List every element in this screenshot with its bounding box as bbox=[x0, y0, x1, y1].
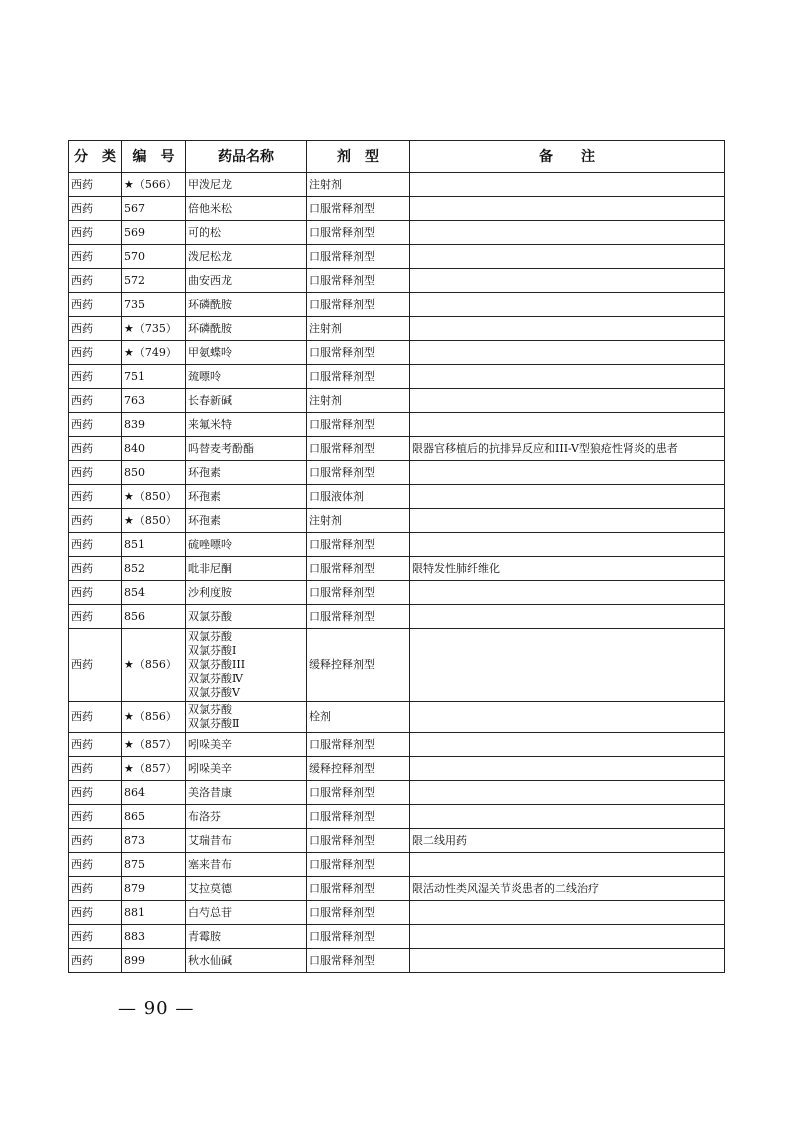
drug-name-cell bbox=[186, 781, 307, 805]
number-cell: 839 bbox=[122, 413, 186, 437]
number-cell: 572 bbox=[122, 269, 186, 293]
drug-name: 吡非尼酮 bbox=[188, 561, 232, 575]
remark-cell bbox=[410, 245, 725, 269]
remark-cell bbox=[410, 197, 725, 221]
table-row bbox=[69, 317, 725, 341]
drug-name: 甲氨蝶呤 bbox=[188, 345, 232, 359]
remark-cell: 限二线用药 bbox=[410, 829, 725, 853]
number-cell: ★（857） bbox=[122, 733, 186, 757]
dosage-form-cell: 注射剂 bbox=[307, 389, 410, 413]
table-row bbox=[69, 509, 725, 533]
dosage-form-cell: 口服常释剂型 bbox=[307, 413, 410, 437]
drug-name: 环孢素 bbox=[188, 489, 221, 503]
table-row bbox=[69, 901, 725, 925]
dosage-form-cell: 口服常释剂型 bbox=[307, 557, 410, 581]
dosage-form-cell: 口服常释剂型 bbox=[307, 877, 410, 901]
remark-cell bbox=[410, 389, 725, 413]
category-cell: 西药 bbox=[69, 605, 122, 629]
category-cell: 西药 bbox=[69, 949, 122, 973]
category-cell: 西药 bbox=[69, 509, 122, 533]
remark-cell bbox=[410, 317, 725, 341]
remark-cell bbox=[410, 485, 725, 509]
drug-name-cell bbox=[186, 805, 307, 829]
drug-name: 长春新碱 bbox=[188, 393, 232, 407]
drug-name: 青霉胺 bbox=[188, 929, 221, 943]
table-row bbox=[69, 877, 725, 901]
number-cell: 840 bbox=[122, 437, 186, 461]
category-cell: 西药 bbox=[69, 173, 122, 197]
drug-name: 美洛昔康 bbox=[188, 785, 232, 799]
header-category: 分 类 bbox=[69, 141, 122, 173]
drug-name-cell bbox=[186, 461, 307, 485]
drug-name: 来氟米特 bbox=[188, 417, 232, 431]
drug-name: 泼尼松龙 bbox=[188, 249, 232, 263]
category-cell: 西药 bbox=[69, 925, 122, 949]
remark-cell bbox=[410, 901, 725, 925]
drug-name: 双氯芬酸III bbox=[188, 658, 246, 671]
category-cell: 西药 bbox=[69, 293, 122, 317]
drug-name: 艾瑞昔布 bbox=[188, 833, 232, 847]
drug-name-cell bbox=[186, 901, 307, 925]
remark-cell bbox=[410, 293, 725, 317]
drug-name: 双氯芬酸 bbox=[188, 630, 232, 643]
drug-name-cell bbox=[186, 925, 307, 949]
category-cell: 西药 bbox=[69, 485, 122, 509]
dosage-form-cell: 口服常释剂型 bbox=[307, 949, 410, 973]
drug-name-cell bbox=[186, 853, 307, 877]
number-cell: 856 bbox=[122, 605, 186, 629]
drug-name: 双氯芬酸Ⅱ bbox=[188, 717, 240, 730]
category-cell: 西药 bbox=[69, 389, 122, 413]
table-row bbox=[69, 605, 725, 629]
category-cell: 西药 bbox=[69, 629, 122, 702]
remark-cell bbox=[410, 365, 725, 389]
number-cell: 854 bbox=[122, 581, 186, 605]
dosage-form-cell: 注射剂 bbox=[307, 317, 410, 341]
table-row bbox=[69, 413, 725, 437]
number-cell: ★（856） bbox=[122, 702, 186, 733]
header-dosage-form: 剂 型 bbox=[307, 141, 410, 173]
drug-name-cell bbox=[186, 173, 307, 197]
drug-name-cell bbox=[186, 757, 307, 781]
category-cell: 西药 bbox=[69, 269, 122, 293]
category-cell: 西药 bbox=[69, 581, 122, 605]
dosage-form-cell: 口服常释剂型 bbox=[307, 245, 410, 269]
category-cell: 西药 bbox=[69, 365, 122, 389]
category-cell: 西药 bbox=[69, 829, 122, 853]
table-row bbox=[69, 781, 725, 805]
table-row bbox=[69, 702, 725, 733]
header-row bbox=[69, 141, 725, 173]
dosage-form-cell: 口服常释剂型 bbox=[307, 605, 410, 629]
header-remark: 备 注 bbox=[410, 141, 725, 173]
drug-name: 秋水仙碱 bbox=[188, 953, 232, 967]
drug-name-cell bbox=[186, 485, 307, 509]
drug-name: 布洛芬 bbox=[188, 809, 221, 823]
category-cell: 西药 bbox=[69, 702, 122, 733]
dosage-form-cell: 口服常释剂型 bbox=[307, 365, 410, 389]
category-cell: 西药 bbox=[69, 437, 122, 461]
drug-name: 吲哚美辛 bbox=[188, 761, 232, 775]
drug-name: 白芍总苷 bbox=[188, 905, 232, 919]
category-cell: 西药 bbox=[69, 341, 122, 365]
category-cell: 西药 bbox=[69, 245, 122, 269]
category-cell: 西药 bbox=[69, 877, 122, 901]
remark-cell bbox=[410, 702, 725, 733]
drug-name: 硫唑嘌呤 bbox=[188, 537, 232, 551]
dosage-form-cell: 缓释控释剂型 bbox=[307, 629, 410, 702]
category-cell: 西药 bbox=[69, 413, 122, 437]
remark-cell bbox=[410, 173, 725, 197]
dosage-form-cell: 口服常释剂型 bbox=[307, 733, 410, 757]
drug-name-cell bbox=[186, 221, 307, 245]
category-cell: 西药 bbox=[69, 805, 122, 829]
table-row bbox=[69, 925, 725, 949]
number-cell: 569 bbox=[122, 221, 186, 245]
drug-name-cell bbox=[186, 269, 307, 293]
number-cell: 850 bbox=[122, 461, 186, 485]
table-body bbox=[69, 173, 725, 973]
remark-cell bbox=[410, 581, 725, 605]
drug-name-cell bbox=[186, 509, 307, 533]
table-row bbox=[69, 221, 725, 245]
drug-name: 甲泼尼龙 bbox=[188, 177, 232, 191]
drug-name-cell bbox=[186, 733, 307, 757]
dosage-form-cell: 口服常释剂型 bbox=[307, 437, 410, 461]
table-row bbox=[69, 461, 725, 485]
number-cell: 899 bbox=[122, 949, 186, 973]
drug-name-cell bbox=[186, 317, 307, 341]
header-drug-name: 药品名称 bbox=[186, 141, 307, 173]
table-row bbox=[69, 365, 725, 389]
drug-name-cell bbox=[186, 629, 307, 702]
dosage-form-cell: 口服常释剂型 bbox=[307, 805, 410, 829]
table-row bbox=[69, 245, 725, 269]
drug-name: 双氯芬酸Ⅴ bbox=[188, 686, 240, 699]
table-row bbox=[69, 341, 725, 365]
drug-name-cell bbox=[186, 533, 307, 557]
remark-cell bbox=[410, 341, 725, 365]
dosage-form-cell: 口服常释剂型 bbox=[307, 925, 410, 949]
drug-name-cell bbox=[186, 702, 307, 733]
drug-name-cell bbox=[186, 949, 307, 973]
drug-name: 环磷酰胺 bbox=[188, 297, 232, 311]
dosage-form-cell: 口服常释剂型 bbox=[307, 269, 410, 293]
remark-cell bbox=[410, 461, 725, 485]
table-row bbox=[69, 805, 725, 829]
table-row bbox=[69, 733, 725, 757]
dosage-form-cell: 口服常释剂型 bbox=[307, 461, 410, 485]
table-row bbox=[69, 949, 725, 973]
dosage-form-cell: 栓剂 bbox=[307, 702, 410, 733]
drug-name-cell bbox=[186, 581, 307, 605]
drug-table bbox=[68, 140, 725, 973]
category-cell: 西药 bbox=[69, 781, 122, 805]
number-cell: 570 bbox=[122, 245, 186, 269]
number-cell: 875 bbox=[122, 853, 186, 877]
remark-cell bbox=[410, 925, 725, 949]
remark-cell bbox=[410, 949, 725, 973]
table-row bbox=[69, 829, 725, 853]
dosage-form-cell: 缓释控释剂型 bbox=[307, 757, 410, 781]
category-cell: 西药 bbox=[69, 461, 122, 485]
drug-name: 吲哚美辛 bbox=[188, 737, 232, 751]
drug-name-cell bbox=[186, 413, 307, 437]
drug-name: 塞来昔布 bbox=[188, 857, 232, 871]
drug-name: 双氯芬酸 bbox=[188, 609, 232, 623]
drug-name: 巯嘌呤 bbox=[188, 369, 221, 383]
remark-cell bbox=[410, 733, 725, 757]
remark-cell bbox=[410, 805, 725, 829]
table-row bbox=[69, 173, 725, 197]
number-cell: ★（850） bbox=[122, 485, 186, 509]
number-cell: 883 bbox=[122, 925, 186, 949]
table-row bbox=[69, 197, 725, 221]
drug-name: 沙利度胺 bbox=[188, 585, 232, 599]
category-cell: 西药 bbox=[69, 317, 122, 341]
number-cell: ★（735） bbox=[122, 317, 186, 341]
drug-name-cell bbox=[186, 437, 307, 461]
number-cell: 881 bbox=[122, 901, 186, 925]
number-cell: 567 bbox=[122, 197, 186, 221]
category-cell: 西药 bbox=[69, 533, 122, 557]
dosage-form-cell: 口服常释剂型 bbox=[307, 901, 410, 925]
table-row bbox=[69, 557, 725, 581]
drug-name: 艾拉莫德 bbox=[188, 881, 232, 895]
remark-cell bbox=[410, 533, 725, 557]
category-cell: 西药 bbox=[69, 853, 122, 877]
remark-cell bbox=[410, 757, 725, 781]
remark-cell bbox=[410, 413, 725, 437]
drug-name: 吗替麦考酚酯 bbox=[188, 441, 254, 455]
remark-cell bbox=[410, 853, 725, 877]
drug-name-cell bbox=[186, 197, 307, 221]
table-row bbox=[69, 485, 725, 509]
remark-cell: 限器官移植后的抗排异反应和III-V型狼疮性肾炎的患者 bbox=[410, 437, 725, 461]
number-cell: 865 bbox=[122, 805, 186, 829]
drug-name-cell bbox=[186, 877, 307, 901]
category-cell: 西药 bbox=[69, 733, 122, 757]
table-row bbox=[69, 853, 725, 877]
category-cell: 西药 bbox=[69, 901, 122, 925]
dosage-form-cell: 口服常释剂型 bbox=[307, 853, 410, 877]
dosage-form-cell: 口服常释剂型 bbox=[307, 829, 410, 853]
number-cell: 852 bbox=[122, 557, 186, 581]
table-row bbox=[69, 437, 725, 461]
drug-name: 可的松 bbox=[188, 225, 221, 239]
drug-name: 环磷酰胺 bbox=[188, 321, 232, 335]
category-cell: 西药 bbox=[69, 757, 122, 781]
number-cell: 851 bbox=[122, 533, 186, 557]
number-cell: 873 bbox=[122, 829, 186, 853]
number-cell: ★（566） bbox=[122, 173, 186, 197]
table-row bbox=[69, 757, 725, 781]
remark-cell bbox=[410, 509, 725, 533]
dosage-form-cell: 口服常释剂型 bbox=[307, 221, 410, 245]
number-cell: ★（857） bbox=[122, 757, 186, 781]
remark-cell: 限特发性肺纤维化 bbox=[410, 557, 725, 581]
number-cell: ★（850） bbox=[122, 509, 186, 533]
dosage-form-cell: 口服常释剂型 bbox=[307, 533, 410, 557]
drug-name-cell bbox=[186, 245, 307, 269]
table-row bbox=[69, 533, 725, 557]
dosage-form-cell: 口服常释剂型 bbox=[307, 197, 410, 221]
category-cell: 西药 bbox=[69, 557, 122, 581]
category-cell: 西药 bbox=[69, 221, 122, 245]
table-row bbox=[69, 293, 725, 317]
page-number: — 90 — bbox=[118, 998, 195, 1019]
number-cell: 879 bbox=[122, 877, 186, 901]
drug-name: 双氯芬酸 bbox=[188, 703, 232, 716]
number-cell: 751 bbox=[122, 365, 186, 389]
drug-name: 曲安西龙 bbox=[188, 273, 232, 287]
remark-cell bbox=[410, 605, 725, 629]
number-cell: ★（749） bbox=[122, 341, 186, 365]
drug-name-cell bbox=[186, 605, 307, 629]
drug-name-cell bbox=[186, 293, 307, 317]
drug-name: 倍他米松 bbox=[188, 201, 232, 215]
drug-name-cell bbox=[186, 365, 307, 389]
remark-cell bbox=[410, 781, 725, 805]
header-number: 编 号 bbox=[122, 141, 186, 173]
number-cell: 763 bbox=[122, 389, 186, 413]
drug-name: 双氯芬酸Ⅰ bbox=[188, 644, 237, 657]
dosage-form-cell: 注射剂 bbox=[307, 173, 410, 197]
drug-name-cell bbox=[186, 557, 307, 581]
table-row bbox=[69, 581, 725, 605]
dosage-form-cell: 口服常释剂型 bbox=[307, 581, 410, 605]
remark-cell bbox=[410, 221, 725, 245]
dosage-form-cell: 口服常释剂型 bbox=[307, 781, 410, 805]
remark-cell: 限活动性类风湿关节炎患者的二线治疗 bbox=[410, 877, 725, 901]
category-cell: 西药 bbox=[69, 197, 122, 221]
drug-name: 环孢素 bbox=[188, 513, 221, 527]
dosage-form-cell: 口服常释剂型 bbox=[307, 293, 410, 317]
dosage-form-cell: 口服常释剂型 bbox=[307, 341, 410, 365]
drug-name: 环孢素 bbox=[188, 465, 221, 479]
dosage-form-cell: 口服液体剂 bbox=[307, 485, 410, 509]
table-row bbox=[69, 389, 725, 413]
remark-cell bbox=[410, 629, 725, 702]
number-cell: 864 bbox=[122, 781, 186, 805]
dosage-form-cell: 注射剂 bbox=[307, 509, 410, 533]
number-cell: ★（856） bbox=[122, 629, 186, 702]
table-row bbox=[69, 269, 725, 293]
drug-name: 双氯芬酸Ⅳ bbox=[188, 672, 243, 685]
remark-cell bbox=[410, 269, 725, 293]
drug-name-cell bbox=[186, 341, 307, 365]
number-cell: 735 bbox=[122, 293, 186, 317]
drug-name-cell bbox=[186, 829, 307, 853]
table-row bbox=[69, 629, 725, 702]
drug-name-cell bbox=[186, 389, 307, 413]
